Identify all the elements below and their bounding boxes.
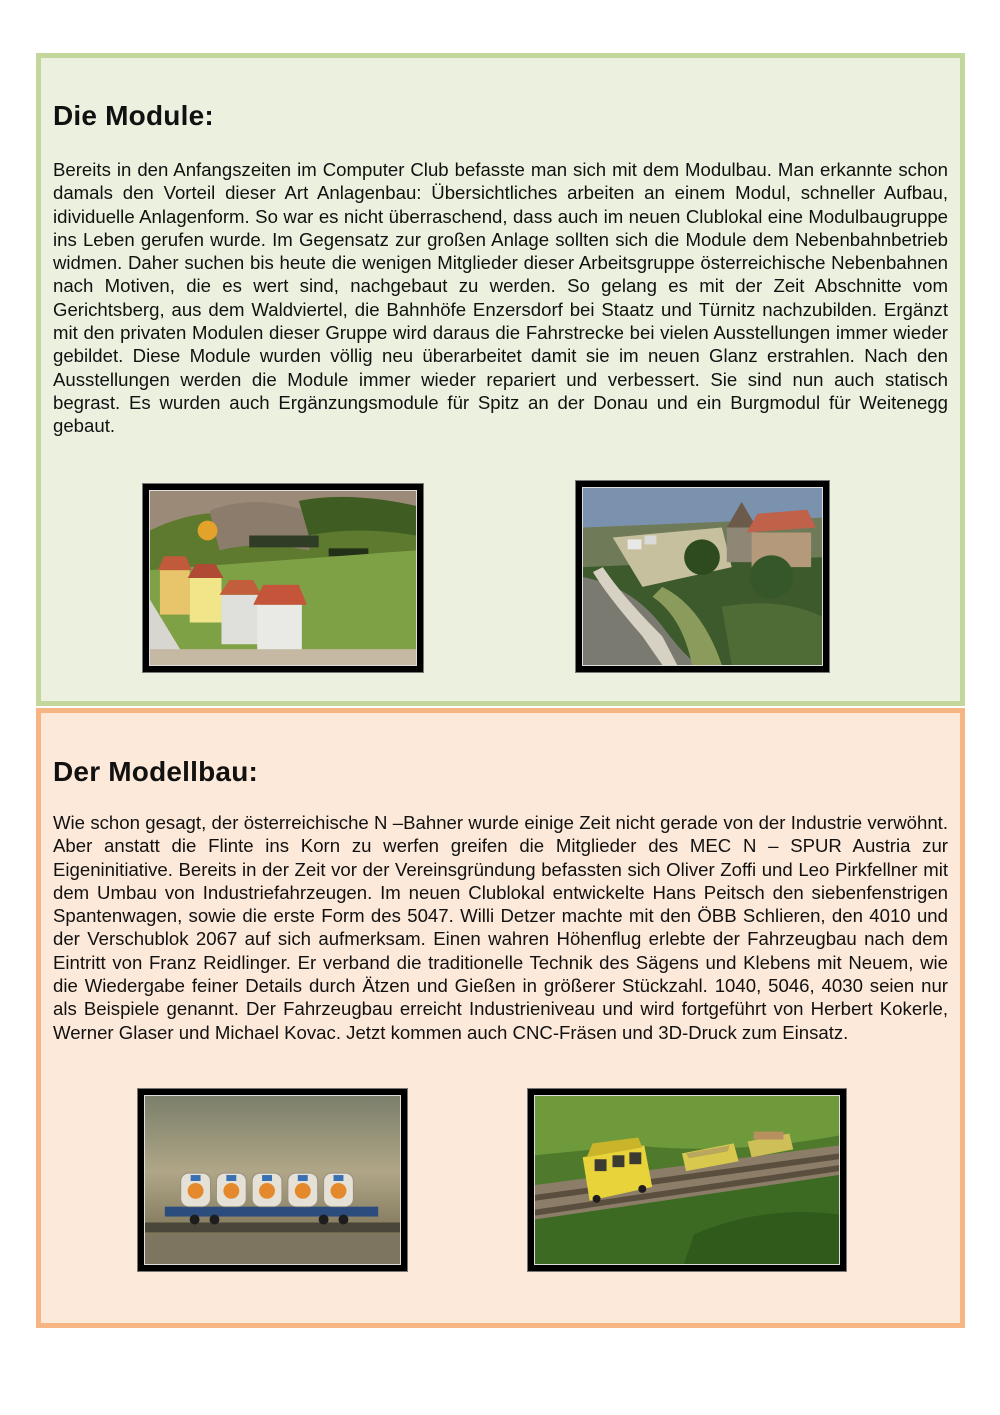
section-title: Die Module:	[53, 100, 214, 131]
photo-castle-module	[575, 480, 830, 673]
photo-module-village	[142, 483, 424, 673]
photo-tank-wagon-image	[145, 1096, 400, 1264]
section-title: Der Modellbau:	[53, 756, 259, 787]
photo-castle-module-image	[583, 488, 822, 665]
photo-yellow-railcar-image	[535, 1096, 839, 1264]
photo-yellow-railcar	[527, 1088, 847, 1272]
photo-module-village-image	[150, 491, 416, 665]
section-paragraph: Bereits in den Anfangszeiten im Computer Club befasste man sich mit dem Modulbau. Man erkannte schon damals den Vorteil dieser Art Anlagenbau: Übersichtliches arbeiten an einem Modul, schneller Aufbau, idividuelle Anlagenform. So war es nicht überraschend, dass auch im neuen Clublokal eine Modulbaugruppe ins Leben gerufen wurde. Im Gegensatz zur großen Anlage sollten sich die Module dem Nebenbahnbetrieb widmen. Daher suchen bis heute die wenigen Mitglieder dieser Arbeitsgruppe österreichische Nebenbahnen nach Motiven, die es wert sind, nachgebaut zu werden. So gelang es mit der Zeit Abschnitte vom Gerichtsberg, aus dem Waldviertel, die Bahnhöfe Enzersdorf bei Staatz und Türnitz nachzubilden. Ergänzt mit den privaten Modulen dieser Gruppe wird daraus die Fahrstrecke bei vielen Ausstellungen immer wieder gebildet. Diese Module wurden völlig neu überarbeitet damit sie im neuen Glanz erstrahlen. Nach den Ausstellungen werden die Module immer wieder repariert und verbessert. Sie sind nun auch statisch begrast. Es wurden auch Ergänzungsmodule für Spitz an der Donau und ein Burgmodul für Weitenegg gebaut.	[53, 159, 948, 437]
photo-tank-wagon	[137, 1088, 408, 1272]
section-paragraph: Wie schon gesagt, der österreichische N –Bahner wurde einige Zeit nicht gerade von der Industrie verwöhnt. Aber anstatt die Flinte ins Korn zu werfen greifen die Mitglieder des MEC N – SPUR Austria zur Eigeninitiative. Bereits in der Zeit vor der Vereinsgründung befassten sich Oliver Zoffi und Leo Pirkfellner mit dem Umbau von Industriefahrzeugen. Im neuen Clublokal entwickelte Hans Peitsch den siebenfenstrigen Spantenwagen, sowie die erste Form des 5047. Willi Detzer machte mit den ÖBB Schlieren, den 4010 und der Verschublok 2067 auf sich aufmerksam. Einen wahren Höhenflug erlebte der Fahrzeugbau nach dem Eintritt von Franz Reidlinger. Er verband die traditionelle Technik des Sägens und Klebens mit Neuem, wie die Wiedergabe feiner Details durch Ätzen und Gießen in größerer Stückzahl. 1040, 5046, 4030 seien nur als Beispiele genannt. Der Fahrzeugbau erreicht Industrieniveau und wird fortgeführt von Herbert Kokerle, Werner Glaser und Michael Kovac. Jetzt kommen auch CNC-Fräsen und 3D-Druck zum Einsatz.	[53, 812, 948, 1043]
